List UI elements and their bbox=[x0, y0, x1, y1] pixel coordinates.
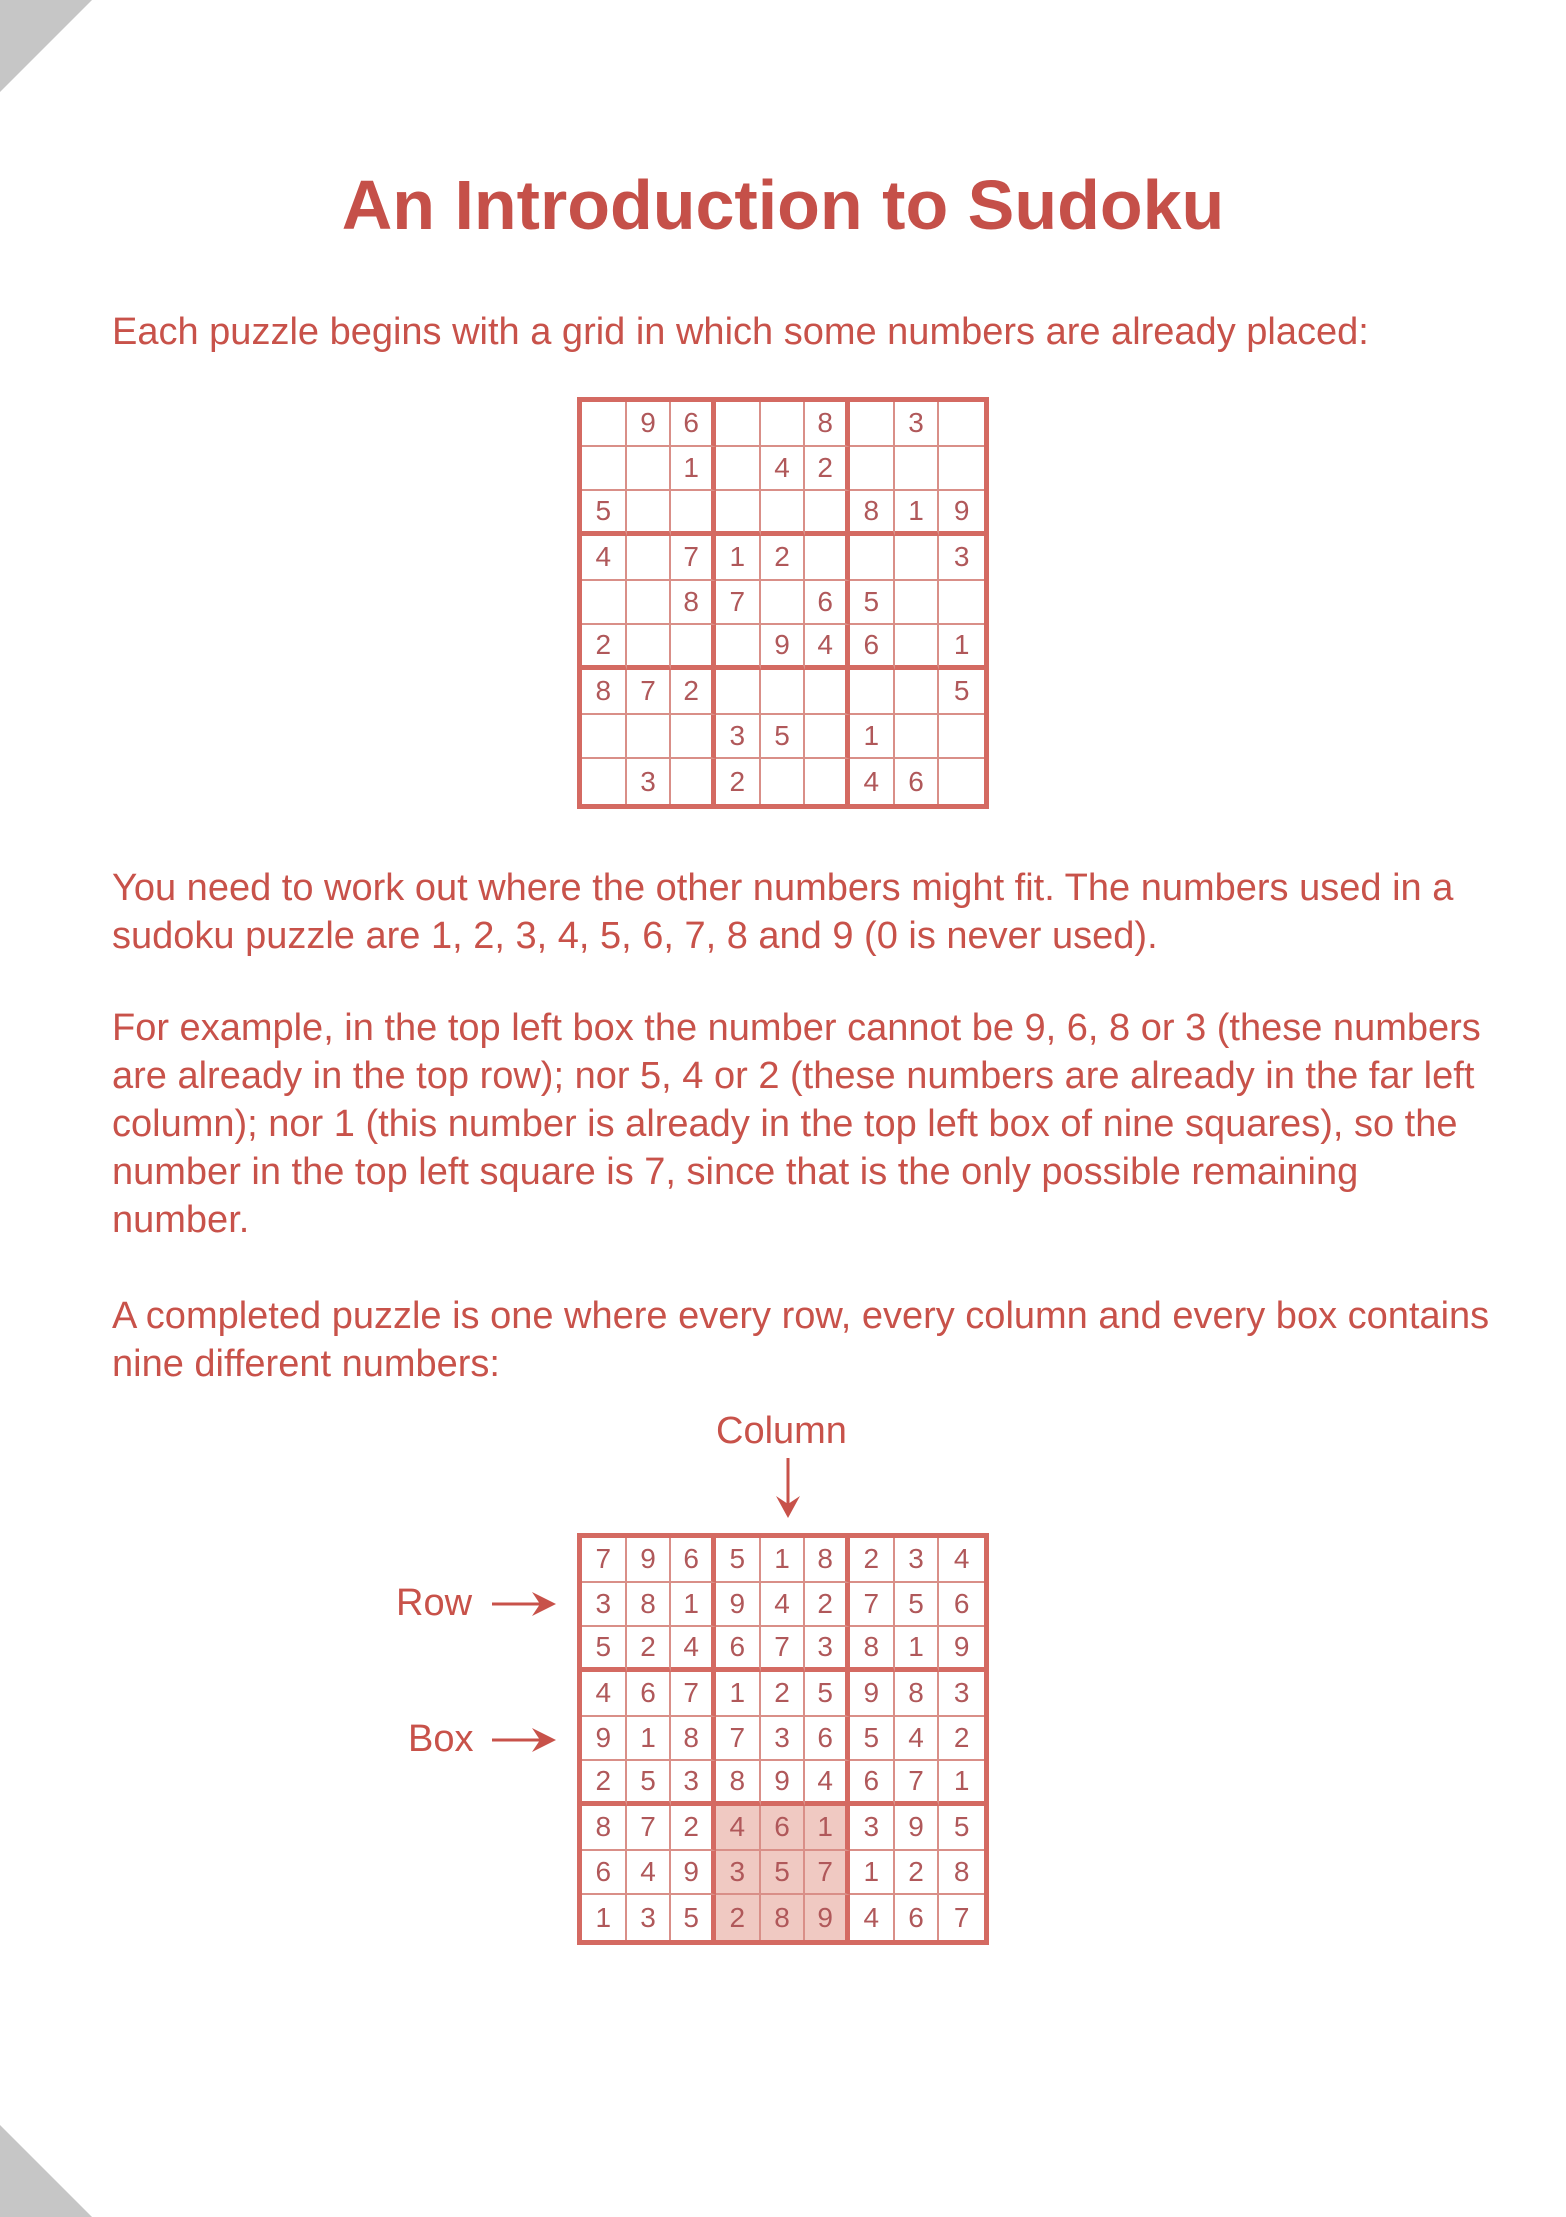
sudoku-cell: 1 bbox=[716, 536, 761, 581]
sudoku-cell: 9 bbox=[850, 1672, 895, 1717]
sudoku-cell: 6 bbox=[939, 1583, 984, 1628]
sudoku-cell: 5 bbox=[671, 1895, 716, 1940]
sudoku-cell bbox=[716, 670, 761, 715]
example-paragraph: For example, in the top left box the number cannot be 9, 6, 8 or 3 (these numbers are already in the top row); nor 5, 4 or 2 (these numbers are already in the far left column); nor 1 (this number is already in the top left box of nine squares), so the number in the top left square is 7, since that is the only possible remaining number. bbox=[112, 1007, 1481, 1241]
sudoku-cell bbox=[627, 715, 672, 760]
sudoku-cell: 9 bbox=[582, 1717, 627, 1762]
sudoku-cell: 2 bbox=[805, 447, 850, 492]
sudoku-cell: 3 bbox=[939, 1672, 984, 1717]
sudoku-cell: 3 bbox=[582, 1583, 627, 1628]
sudoku-cell: 4 bbox=[895, 1717, 940, 1762]
sudoku-cell: 1 bbox=[627, 1717, 672, 1762]
sudoku-cell: 8 bbox=[805, 1538, 850, 1583]
sudoku-cell bbox=[627, 581, 672, 626]
page-corner-shadow bbox=[0, 2125, 92, 2217]
sudoku-cell: 3 bbox=[716, 715, 761, 760]
sudoku-cell: 4 bbox=[805, 1761, 850, 1806]
intro-paragraph: Each puzzle begins with a grid in which some numbers are already placed: bbox=[112, 311, 1369, 353]
sudoku-cell: 5 bbox=[716, 1538, 761, 1583]
sudoku-cell bbox=[850, 670, 895, 715]
sudoku-cell: 1 bbox=[939, 625, 984, 670]
sudoku-cell: 5 bbox=[761, 715, 806, 760]
sudoku-cell bbox=[716, 447, 761, 492]
sudoku-cell bbox=[895, 447, 940, 492]
sudoku-cell: 4 bbox=[761, 447, 806, 492]
numbers-paragraph: You need to work out where the other numbers might fit. The numbers used in a sudoku puzzle are 1, 2, 3, 4, 5, 6, 7, 8 and 9 (0 is never used). bbox=[112, 867, 1454, 957]
sudoku-cell: 7 bbox=[582, 1538, 627, 1583]
sudoku-cell bbox=[850, 536, 895, 581]
sudoku-cell: 1 bbox=[895, 491, 940, 536]
sudoku-cell bbox=[761, 581, 806, 626]
sudoku-cell: 4 bbox=[850, 759, 895, 804]
sudoku-cell bbox=[582, 715, 627, 760]
sudoku-cell: 2 bbox=[716, 759, 761, 804]
sudoku-cell: 1 bbox=[671, 447, 716, 492]
sudoku-cell: 9 bbox=[627, 402, 672, 447]
sudoku-cell bbox=[895, 581, 940, 626]
sudoku-cell bbox=[582, 581, 627, 626]
sudoku-cell bbox=[716, 491, 761, 536]
sudoku-cell bbox=[939, 715, 984, 760]
sudoku-cell: 1 bbox=[850, 1851, 895, 1896]
sudoku-cell: 8 bbox=[716, 1761, 761, 1806]
sudoku-cell: 2 bbox=[671, 1806, 716, 1851]
sudoku-cell bbox=[716, 625, 761, 670]
sudoku-cell: 9 bbox=[805, 1895, 850, 1940]
sudoku-cell: 6 bbox=[671, 402, 716, 447]
sudoku-cell bbox=[805, 715, 850, 760]
sudoku-cell: 1 bbox=[850, 715, 895, 760]
sudoku-cell: 8 bbox=[582, 1806, 627, 1851]
sudoku-cell: 8 bbox=[582, 670, 627, 715]
sudoku-cell: 9 bbox=[627, 1538, 672, 1583]
sudoku-cell: 8 bbox=[761, 1895, 806, 1940]
sudoku-cell: 1 bbox=[895, 1627, 940, 1672]
sudoku-cell: 7 bbox=[671, 1672, 716, 1717]
sudoku-cell bbox=[627, 491, 672, 536]
sudoku-cell: 6 bbox=[716, 1627, 761, 1672]
sudoku-cell bbox=[671, 625, 716, 670]
sudoku-cell: 7 bbox=[671, 536, 716, 581]
sudoku-cell: 5 bbox=[582, 491, 627, 536]
page-corner-shadow bbox=[0, 0, 92, 92]
sudoku-cell bbox=[627, 625, 672, 670]
sudoku-cell: 1 bbox=[582, 1895, 627, 1940]
sudoku-cell: 5 bbox=[850, 1717, 895, 1762]
sudoku-cell: 3 bbox=[939, 536, 984, 581]
row-label: Row bbox=[396, 1582, 473, 1624]
sudoku-cell bbox=[939, 759, 984, 804]
sudoku-cell: 4 bbox=[671, 1627, 716, 1672]
sudoku-cell: 5 bbox=[627, 1761, 672, 1806]
sudoku-cell: 4 bbox=[805, 625, 850, 670]
sudoku-cell: 6 bbox=[805, 581, 850, 626]
sudoku-cell: 7 bbox=[627, 670, 672, 715]
column-arrow-icon bbox=[773, 1458, 803, 1520]
sudoku-cell: 2 bbox=[761, 1672, 806, 1717]
sudoku-cell: 4 bbox=[716, 1806, 761, 1851]
sudoku-cell: 3 bbox=[895, 1538, 940, 1583]
sudoku-cell: 7 bbox=[850, 1583, 895, 1628]
sudoku-cell: 9 bbox=[716, 1583, 761, 1628]
sudoku-cell: 1 bbox=[671, 1583, 716, 1628]
sudoku-cell bbox=[805, 759, 850, 804]
sudoku-cell: 2 bbox=[582, 1761, 627, 1806]
sudoku-cell bbox=[671, 715, 716, 760]
sudoku-cell bbox=[805, 491, 850, 536]
sudoku-cell: 3 bbox=[805, 1627, 850, 1672]
sudoku-cell bbox=[805, 670, 850, 715]
sudoku-cell: 3 bbox=[761, 1717, 806, 1762]
sudoku-cell bbox=[627, 447, 672, 492]
sudoku-cell: 8 bbox=[939, 1851, 984, 1896]
sudoku-cell: 6 bbox=[671, 1538, 716, 1583]
sudoku-cell: 9 bbox=[671, 1851, 716, 1896]
sudoku-cell bbox=[671, 759, 716, 804]
sudoku-cell: 2 bbox=[939, 1717, 984, 1762]
sudoku-cell: 8 bbox=[627, 1583, 672, 1628]
sudoku-cell bbox=[761, 759, 806, 804]
sudoku-cell: 5 bbox=[895, 1583, 940, 1628]
sudoku-cell bbox=[761, 670, 806, 715]
sudoku-cell bbox=[895, 536, 940, 581]
sudoku-cell: 4 bbox=[761, 1583, 806, 1628]
sudoku-cell: 4 bbox=[582, 536, 627, 581]
sudoku-cell bbox=[716, 402, 761, 447]
sudoku-cell: 4 bbox=[939, 1538, 984, 1583]
sudoku-cell: 6 bbox=[805, 1717, 850, 1762]
sudoku-cell bbox=[895, 625, 940, 670]
sudoku-cell: 4 bbox=[850, 1895, 895, 1940]
sudoku-cell bbox=[939, 402, 984, 447]
sudoku-cell bbox=[895, 670, 940, 715]
sudoku-cell: 5 bbox=[582, 1627, 627, 1672]
sudoku-cell: 9 bbox=[761, 625, 806, 670]
sudoku-cell: 3 bbox=[671, 1761, 716, 1806]
sudoku-cell: 6 bbox=[850, 1761, 895, 1806]
sudoku-cell: 5 bbox=[805, 1672, 850, 1717]
sudoku-cell: 8 bbox=[805, 402, 850, 447]
sudoku-cell bbox=[850, 447, 895, 492]
sudoku-cell: 3 bbox=[895, 402, 940, 447]
sudoku-puzzle-grid bbox=[577, 397, 989, 809]
sudoku-cell: 7 bbox=[716, 1717, 761, 1762]
sudoku-cell bbox=[582, 402, 627, 447]
sudoku-cell: 6 bbox=[895, 1895, 940, 1940]
sudoku-cell: 1 bbox=[761, 1538, 806, 1583]
sudoku-cell bbox=[761, 402, 806, 447]
sudoku-cell: 8 bbox=[895, 1672, 940, 1717]
sudoku-cell: 7 bbox=[895, 1761, 940, 1806]
sudoku-cell: 7 bbox=[953, 1901, 970, 1933]
sudoku-cell: 2 bbox=[627, 1627, 672, 1672]
sudoku-cell: 6 bbox=[582, 1851, 627, 1896]
sudoku-cell bbox=[939, 447, 984, 492]
box-arrow-icon bbox=[492, 1724, 558, 1756]
sudoku-cell: 2 bbox=[805, 1583, 850, 1628]
sudoku-cell: 6 bbox=[627, 1672, 672, 1717]
sudoku-cell: 5 bbox=[939, 670, 984, 715]
sudoku-cell: 3 bbox=[627, 759, 672, 804]
sudoku-cell bbox=[761, 491, 806, 536]
sudoku-cell: 6 bbox=[761, 1806, 806, 1851]
sudoku-cell: 1 bbox=[716, 1672, 761, 1717]
sudoku-cell bbox=[582, 447, 627, 492]
sudoku-cell: 3 bbox=[850, 1806, 895, 1851]
sudoku-cell: 8 bbox=[850, 1627, 895, 1672]
sudoku-cell: 2 bbox=[671, 670, 716, 715]
sudoku-cell: 5 bbox=[761, 1851, 806, 1896]
page-title: An Introduction to Sudoku bbox=[341, 166, 1225, 244]
sudoku-cell: 9 bbox=[939, 491, 984, 536]
sudoku-cell: 2 bbox=[582, 625, 627, 670]
sudoku-cell bbox=[850, 402, 895, 447]
sudoku-cell: 2 bbox=[895, 1851, 940, 1896]
sudoku-cell: 9 bbox=[761, 1761, 806, 1806]
sudoku-cell: 2 bbox=[761, 536, 806, 581]
sudoku-cell: 2 bbox=[850, 1538, 895, 1583]
sudoku-cell bbox=[895, 715, 940, 760]
sudoku-cell: 4 bbox=[627, 1851, 672, 1896]
sudoku-cell: 8 bbox=[850, 491, 895, 536]
sudoku-cell: 7 bbox=[805, 1851, 850, 1896]
sudoku-cell bbox=[582, 759, 627, 804]
sudoku-cell: 1 bbox=[939, 1761, 984, 1806]
sudoku-cell bbox=[939, 581, 984, 626]
row-arrow-icon bbox=[492, 1588, 558, 1620]
sudoku-cell bbox=[671, 491, 716, 536]
sudoku-cell: 6 bbox=[850, 625, 895, 670]
sudoku-cell: 8 bbox=[671, 1717, 716, 1762]
sudoku-cell: 4 bbox=[582, 1672, 627, 1717]
sudoku-cell: 5 bbox=[939, 1806, 984, 1851]
sudoku-cell: 8 bbox=[671, 581, 716, 626]
sudoku-cell bbox=[627, 536, 672, 581]
sudoku-cell: 7 bbox=[761, 1627, 806, 1672]
completed-paragraph: A completed puzzle is one where every row, every column and every box contains nine different numbers: bbox=[112, 1295, 1490, 1385]
sudoku-cell: 9 bbox=[895, 1806, 940, 1851]
sudoku-cell: 6 bbox=[895, 759, 940, 804]
sudoku-cell: 7 bbox=[716, 581, 761, 626]
sudoku-cell: 2 bbox=[716, 1895, 761, 1940]
column-label: Column bbox=[716, 1410, 847, 1452]
sudoku-solution-grid bbox=[577, 1533, 989, 1945]
sudoku-cell: 3 bbox=[627, 1895, 672, 1940]
sudoku-cell bbox=[805, 536, 850, 581]
box-label: Box bbox=[408, 1718, 474, 1760]
sudoku-cell: 3 bbox=[716, 1851, 761, 1896]
sudoku-cell: 9 bbox=[939, 1627, 984, 1672]
sudoku-cell: 7 bbox=[627, 1806, 672, 1851]
sudoku-cell: 1 bbox=[805, 1806, 850, 1851]
sudoku-cell: 5 bbox=[850, 581, 895, 626]
